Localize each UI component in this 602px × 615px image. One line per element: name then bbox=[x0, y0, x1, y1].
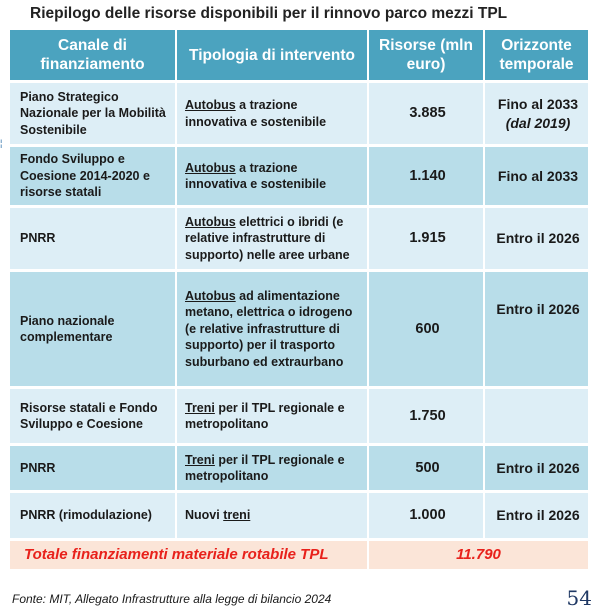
tipologia-key: Autobus bbox=[185, 160, 236, 175]
cell-canale: Risorse statali e Fondo Sviluppo e Coesione bbox=[10, 388, 176, 445]
cell-risorse: 1.750 bbox=[368, 388, 484, 445]
cell-tipologia bbox=[176, 146, 368, 207]
cell-canale: Piano Strategico Nazionale per la Mobilità Sostenibile bbox=[10, 82, 176, 146]
tipologia-rest: ad alimentazione metano, elettrica o idrogeno (e relative infrastrutture di supporto) per il trasporto suburbano ed extraurbano bbox=[185, 288, 353, 369]
cell-orizzonte bbox=[484, 388, 588, 445]
cell-canale: Piano nazionale complementare bbox=[10, 271, 176, 388]
total-row bbox=[10, 540, 588, 571]
cell-orizzonte bbox=[484, 82, 588, 146]
header-row bbox=[10, 30, 588, 82]
cell-tipologia bbox=[176, 492, 368, 540]
orizzonte-main: Fino al 2033 bbox=[497, 95, 579, 112]
tipologia-rest: elettrici o ibridi (e relative infrastrutture di supporto) nelle aree urbane bbox=[185, 214, 350, 262]
table-row bbox=[10, 492, 588, 540]
cell-risorse: 600 bbox=[368, 271, 484, 388]
tipologia-key: treni bbox=[223, 508, 251, 523]
tipologia-key: Autobus bbox=[185, 98, 236, 112]
side-mark: ¦ bbox=[0, 138, 3, 148]
cell-tipologia bbox=[176, 271, 368, 388]
tipologia-rest: a trazione innovativa e sostenibile bbox=[185, 98, 327, 129]
tipologia-prefix: Nuovi bbox=[185, 508, 224, 523]
tipologia-key: Autobus bbox=[185, 288, 236, 303]
table-row bbox=[10, 445, 588, 492]
header-tipologia: Tipologia di intervento bbox=[176, 30, 368, 82]
tipologia-key: Treni bbox=[185, 400, 215, 415]
header-risorse: Risorse (mln euro) bbox=[368, 30, 484, 82]
cell-tipologia bbox=[176, 445, 368, 492]
resources-table bbox=[10, 30, 588, 572]
tipologia-key: Treni bbox=[185, 452, 215, 467]
tipologia-rest: per il TPL regionale e metropolitano bbox=[185, 400, 345, 431]
cell-risorse: 3.885 bbox=[368, 82, 484, 146]
header-orizzonte: Orizzonte temporale bbox=[484, 30, 588, 82]
cell-tipologia bbox=[176, 388, 368, 445]
total-value: 11.790 bbox=[368, 540, 588, 571]
cell-risorse: 1.140 bbox=[368, 146, 484, 207]
orizzonte-note: (dal 2019) bbox=[505, 114, 571, 131]
cell-risorse: 500 bbox=[368, 445, 484, 492]
page-title: Riepilogo delle risorse disponibili per il rinnovo parco mezzi TPL bbox=[30, 5, 508, 22]
tipologia-rest: per il TPL regionale e metropolitano bbox=[185, 452, 345, 483]
cell-tipologia bbox=[176, 82, 368, 146]
cell-risorse: 1.915 bbox=[368, 207, 484, 271]
total-label: Totale finanziamenti materiale rotabile TPL bbox=[10, 540, 368, 571]
cell-orizzonte: Entro il 2026 bbox=[484, 445, 588, 492]
cell-canale: Fondo Sviluppo e Coesione 2014-2020 e risorse statali bbox=[10, 146, 176, 207]
cell-canale: PNRR bbox=[10, 445, 176, 492]
source-note: Fonte: MIT, Allegato Infrastrutture alla legge di bilancio 2024 bbox=[12, 592, 332, 606]
cell-orizzonte: Entro il 2026 bbox=[484, 492, 588, 540]
cell-orizzonte: Entro il 2026 bbox=[484, 207, 588, 271]
header-canale: Canale di finanziamento bbox=[10, 30, 176, 82]
tipologia-rest: a trazione innovativa e sostenibile bbox=[185, 160, 327, 191]
cell-canale: PNRR (rimodulazione) bbox=[10, 492, 176, 540]
tipologia-key: Autobus bbox=[185, 214, 236, 229]
table-row bbox=[10, 207, 588, 271]
table-row bbox=[10, 146, 588, 207]
page-number: 54 bbox=[566, 586, 592, 610]
table-row bbox=[10, 388, 588, 445]
table-row bbox=[10, 271, 588, 388]
cell-risorse: 1.000 bbox=[368, 492, 484, 540]
cell-orizzonte: Fino al 2033 bbox=[484, 146, 588, 207]
cell-orizzonte: Entro il 2026 bbox=[484, 271, 588, 388]
cell-tipologia bbox=[176, 207, 368, 271]
table-row bbox=[10, 82, 588, 146]
cell-canale: PNRR bbox=[10, 207, 176, 271]
